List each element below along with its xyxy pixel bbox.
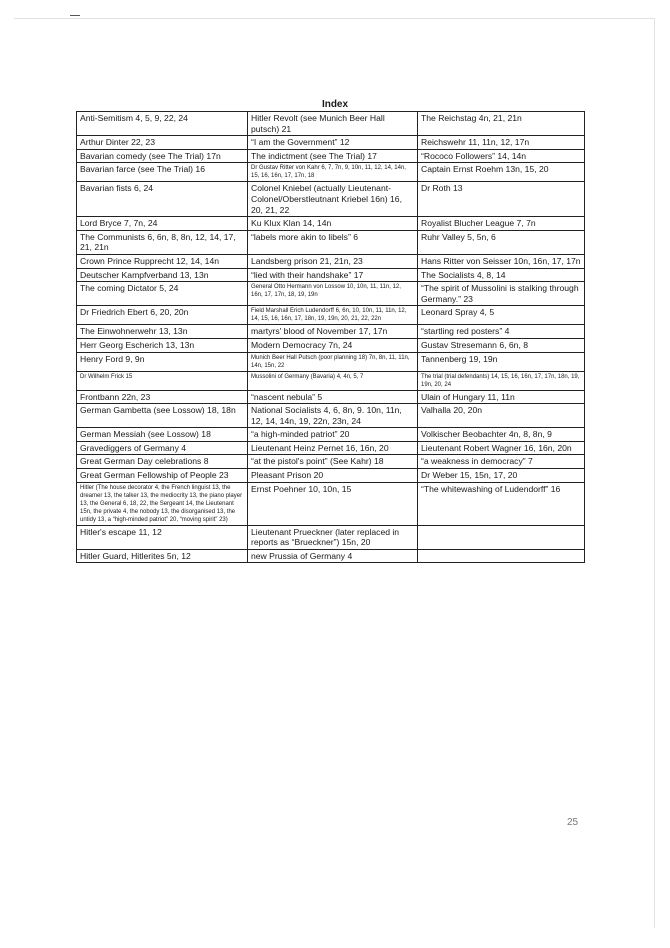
index-row xyxy=(77,338,585,352)
index-entry: General Otto Hermann von Lossow 10, 10n, 11, 11n, 12, 16n, 17, 17n, 18, 19, 19n xyxy=(248,282,418,306)
index-entry: “startling red posters” 4 xyxy=(418,325,585,339)
index-entry: Dr Roth 13 xyxy=(418,182,585,217)
index-entry: Ulain of Hungary 11, 11n xyxy=(418,390,585,404)
index-row xyxy=(77,282,585,306)
index-entry: The indictment (see The Trial) 17 xyxy=(248,149,418,163)
index-entry: Dr Weber 15, 15n, 17, 20 xyxy=(418,469,585,483)
index-entry: The coming Dictator 5, 24 xyxy=(77,282,248,306)
index-entry: Volkischer Beobachter 4n, 8, 8n, 9 xyxy=(418,428,585,442)
index-entry: Pleasant Prison 20 xyxy=(248,469,418,483)
index-entry: German Gambetta (see Lossow) 18, 18n xyxy=(77,404,248,428)
index-row xyxy=(77,182,585,217)
index-entry: Ernst Poehner 10, 10n, 15 xyxy=(248,482,418,525)
index-entry: Dr Friedrich Ebert 6, 20, 20n xyxy=(77,306,248,325)
index-entry xyxy=(418,549,585,563)
index-entry: Lieutenant Prueckner (later replaced in reports as “Brueckner”) 15n, 20 xyxy=(248,525,418,549)
index-entry: “I am the Government” 12 xyxy=(248,136,418,150)
index-title: Index xyxy=(321,99,349,110)
index-entry: Henry Ford 9, 9n xyxy=(77,352,248,371)
index-row xyxy=(77,163,585,182)
index-row xyxy=(77,441,585,455)
index-entry: Hans Ritter von Seisser 10n, 16n, 17, 17n xyxy=(418,254,585,268)
index-row xyxy=(77,217,585,231)
index-entry: Gravediggers of Germany 4 xyxy=(77,441,248,455)
index-entry: “at the pistol's point” (See Kahr) 18 xyxy=(248,455,418,469)
index-entry: “a weakness in democracy” 7 xyxy=(418,455,585,469)
index-entry: “Rococo Followers” 14, 14n xyxy=(418,149,585,163)
index-entry: National Socialists 4, 6, 8n, 9. 10n, 11n, 12, 14, 14n, 19, 22n, 23n, 24 xyxy=(248,404,418,428)
index-entry: Hitler Guard, Hitlerites 5n, 12 xyxy=(77,549,248,563)
index-entry: Munich Beer Hall Putsch (poor planning 18) 7n, 8n, 11, 11n, 14n, 15n, 22 xyxy=(248,352,418,371)
index-entry: Field Marshall Erich Ludendorff 6, 6n, 10, 10n, 11, 11n, 12, 14, 15, 16, 16n, 17, 18n, 19, 19n, 20, 21, 22, 22n xyxy=(248,306,418,325)
index-entry: Valhalla 20, 20n xyxy=(418,404,585,428)
index-table xyxy=(76,111,585,563)
index-row xyxy=(77,482,585,525)
index-row xyxy=(77,404,585,428)
index-entry: Crown Prince Rupprecht 12, 14, 14n xyxy=(77,254,248,268)
index-row xyxy=(77,230,585,254)
index-entry: Dr Wilhelm Frick 15 xyxy=(77,371,248,390)
index-entry: The trial (trial defendants) 14, 15, 16, 16n, 17, 17n, 18n, 19, 19n, 20, 24 xyxy=(418,371,585,390)
index-row xyxy=(77,455,585,469)
index-entry: Great German Day celebrations 8 xyxy=(77,455,248,469)
index-entry: Hitler (The house decorator 4, the French linguist 13, the dreamer 13, the talker 13, the mediocrity 13, the piano player 13, the General 6, 18, 22, the Sergeant 14, the Lieutenant 15n, the private 4, the nobody 13, the disorganised 13, the untidy 13, a “high-minded patriot” 20, “moving spirit” 23) xyxy=(77,482,248,525)
index-entry: Bavarian comedy (see The Trial) 17n xyxy=(77,149,248,163)
index-table-body xyxy=(77,112,585,563)
index-entry: Captain Ernst Roehm 13n, 15, 20 xyxy=(418,163,585,182)
index-entry: German Messiah (see Lossow) 18 xyxy=(77,428,248,442)
index-row xyxy=(77,149,585,163)
index-entry: Lieutenant Robert Wagner 16, 16n, 20n xyxy=(418,441,585,455)
index-row xyxy=(77,136,585,150)
index-entry: “a high-minded patriot” 20 xyxy=(248,428,418,442)
index-row xyxy=(77,254,585,268)
index-entry: “labels more akin to libels” 6 xyxy=(248,230,418,254)
index-row xyxy=(77,268,585,282)
index-entry: “lied with their handshake” 17 xyxy=(248,268,418,282)
index-entry: The Communists 6, 6n, 8, 8n, 12, 14, 17, 21, 21n xyxy=(77,230,248,254)
index-entry: The Socialists 4, 8, 14 xyxy=(418,268,585,282)
corner-mark xyxy=(70,15,80,16)
index-entry: Anti-Semitism 4, 5, 9, 22, 24 xyxy=(77,112,248,136)
index-entry: Royalist Blucher League 7, 7n xyxy=(418,217,585,231)
index-entry: martyrs' blood of November 17, 17n xyxy=(248,325,418,339)
index-entry: Landsberg prison 21, 21n, 23 xyxy=(248,254,418,268)
index-row xyxy=(77,549,585,563)
index-entry: Leonard Spray 4, 5 xyxy=(418,306,585,325)
index-entry: Tannenberg 19, 19n xyxy=(418,352,585,371)
index-entry: Ruhr Valley 5, 5n, 6 xyxy=(418,230,585,254)
index-entry: Bavarian fists 6, 24 xyxy=(77,182,248,217)
index-row xyxy=(77,352,585,371)
index-entry: Mussolini of Germany (Bavaria) 4, 4n, 5, 7 xyxy=(248,371,418,390)
index-entry: Frontbann 22n, 23 xyxy=(77,390,248,404)
index-entry: Hitler Revolt (see Munich Beer Hall putsch) 21 xyxy=(248,112,418,136)
page-number: 25 xyxy=(567,817,579,828)
index-entry xyxy=(418,525,585,549)
index-entry: Dr Gustav Ritter von Kahr 6, 7, 7n, 9, 10n, 11, 12, 14, 14n, 15, 16, 16n, 17, 17n, 18 xyxy=(248,163,418,182)
index-entry: Lieutenant Heinz Pernet 16, 16n, 20 xyxy=(248,441,418,455)
index-entry: Herr Georg Escherich 13, 13n xyxy=(77,338,248,352)
page-edge-top xyxy=(14,18,654,19)
index-row xyxy=(77,371,585,390)
index-entry: “The whitewashing of Ludendorff” 16 xyxy=(418,482,585,525)
index-entry: The Reichstag 4n, 21, 21n xyxy=(418,112,585,136)
index-entry: Ku Klux Klan 14, 14n xyxy=(248,217,418,231)
index-entry: Arthur Dinter 22, 23 xyxy=(77,136,248,150)
index-entry: “The spirit of Mussolini is stalking through Germany.” 23 xyxy=(418,282,585,306)
index-entry: “nascent nebula” 5 xyxy=(248,390,418,404)
index-entry: Reichswehr 11, 11n, 12, 17n xyxy=(418,136,585,150)
index-entry: Gustav Stresemann 6, 6n, 8 xyxy=(418,338,585,352)
index-entry: The Einwohnerwehr 13, 13n xyxy=(77,325,248,339)
index-entry: Colonel Kniebel (actually Lieutenant-Colonel/Oberstleutnant Kriebel 16n) 16, 20, 21, 22 xyxy=(248,182,418,217)
index-entry: Great German Fellowship of People 23 xyxy=(77,469,248,483)
index-entry: Bavarian farce (see The Trial) 16 xyxy=(77,163,248,182)
index-row xyxy=(77,325,585,339)
index-row xyxy=(77,306,585,325)
index-row xyxy=(77,525,585,549)
index-row xyxy=(77,428,585,442)
index-row xyxy=(77,112,585,136)
index-entry: Deutscher Kampfverband 13, 13n xyxy=(77,268,248,282)
page-edge-right xyxy=(654,18,655,928)
index-entry: Hitler's escape 11, 12 xyxy=(77,525,248,549)
index-row xyxy=(77,390,585,404)
index-entry: Lord Bryce 7, 7n, 24 xyxy=(77,217,248,231)
index-entry: Modern Democracy 7n, 24 xyxy=(248,338,418,352)
index-entry: new Prussia of Germany 4 xyxy=(248,549,418,563)
index-row xyxy=(77,469,585,483)
